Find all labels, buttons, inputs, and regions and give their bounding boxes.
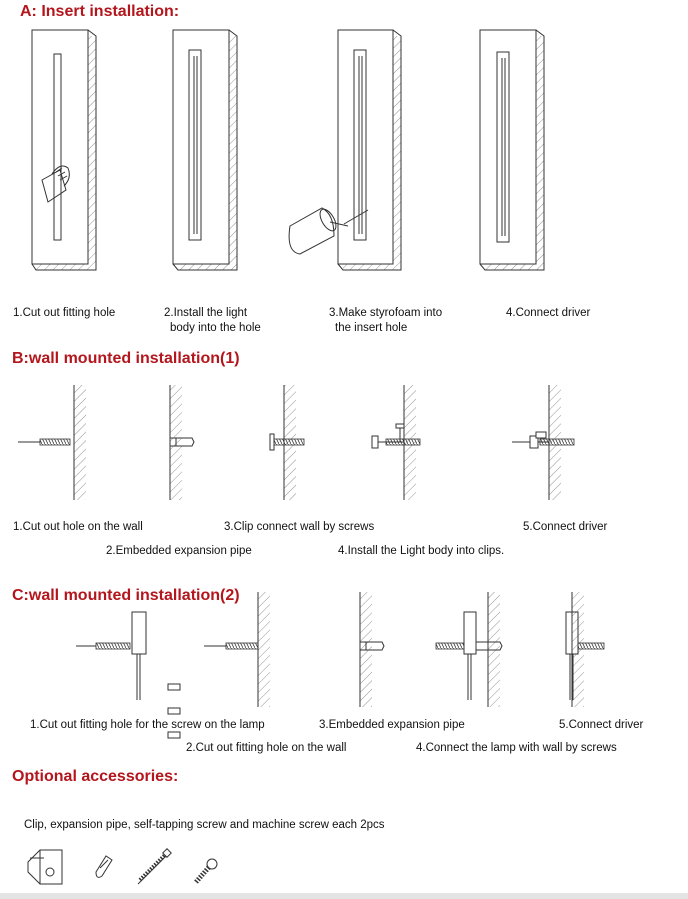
section-b-walls bbox=[74, 385, 561, 500]
step-b4-caption: 4.Install the Light body into clips. bbox=[338, 545, 505, 557]
step-c1-illustration bbox=[76, 612, 180, 738]
section-c-title: C:wall mounted installation(2) bbox=[12, 587, 240, 604]
step-a3-illustration bbox=[289, 30, 401, 270]
step-a3-caption: 3.Make styrofoam into the insert hole bbox=[329, 307, 443, 334]
step-a4-caption: 4.Connect driver bbox=[506, 307, 591, 319]
step-a1-caption: 1.Cut out fitting hole bbox=[13, 307, 116, 319]
accessories-description: Clip, expansion pipe, self-tapping screw and machine screw each 2pcs bbox=[24, 819, 385, 831]
expansion-pipe-icon bbox=[96, 856, 112, 877]
section-b-title: B:wall mounted installation(1) bbox=[12, 350, 240, 367]
step-c2-illustration bbox=[204, 643, 258, 649]
cutting-tool-icon bbox=[42, 166, 69, 202]
step-c5-caption: 5.Connect driver bbox=[559, 719, 644, 731]
step-b1-caption: 1.Cut out hole on the wall bbox=[13, 521, 143, 533]
step-b1-illustration bbox=[18, 439, 70, 445]
clip-icon bbox=[28, 850, 62, 884]
step-c3-caption: 3.Embedded expansion pipe bbox=[319, 719, 465, 731]
step-b5-illustration bbox=[512, 432, 574, 448]
step-b2-caption: 2.Embedded expansion pipe bbox=[106, 545, 252, 557]
step-b5-caption: 5.Connect driver bbox=[523, 521, 608, 533]
step-c4-caption: 4.Connect the lamp with wall by screws bbox=[416, 742, 617, 754]
accessories-title: Optional accessories: bbox=[12, 768, 179, 785]
step-a4-illustration bbox=[480, 30, 544, 270]
machine-screw-icon bbox=[196, 859, 217, 882]
step-a2-caption: 2.Install the light body into the hole bbox=[164, 307, 261, 334]
page-bottom-strip bbox=[0, 893, 688, 899]
step-c1-caption: 1.Cut out fitting hole for the screw on the lamp bbox=[30, 719, 265, 731]
step-a1-illustration bbox=[32, 30, 96, 270]
section-c-walls bbox=[258, 592, 584, 707]
step-a2-illustration bbox=[173, 30, 237, 270]
section-a-title: A: Insert installation: bbox=[20, 3, 180, 20]
step-c2-caption: 2.Cut out fitting hole on the wall bbox=[186, 742, 347, 754]
self-tapping-screw-icon bbox=[138, 849, 171, 884]
step-b3-caption: 3.Clip connect wall by screws bbox=[224, 521, 375, 533]
foam-spray-can-icon bbox=[289, 207, 368, 254]
